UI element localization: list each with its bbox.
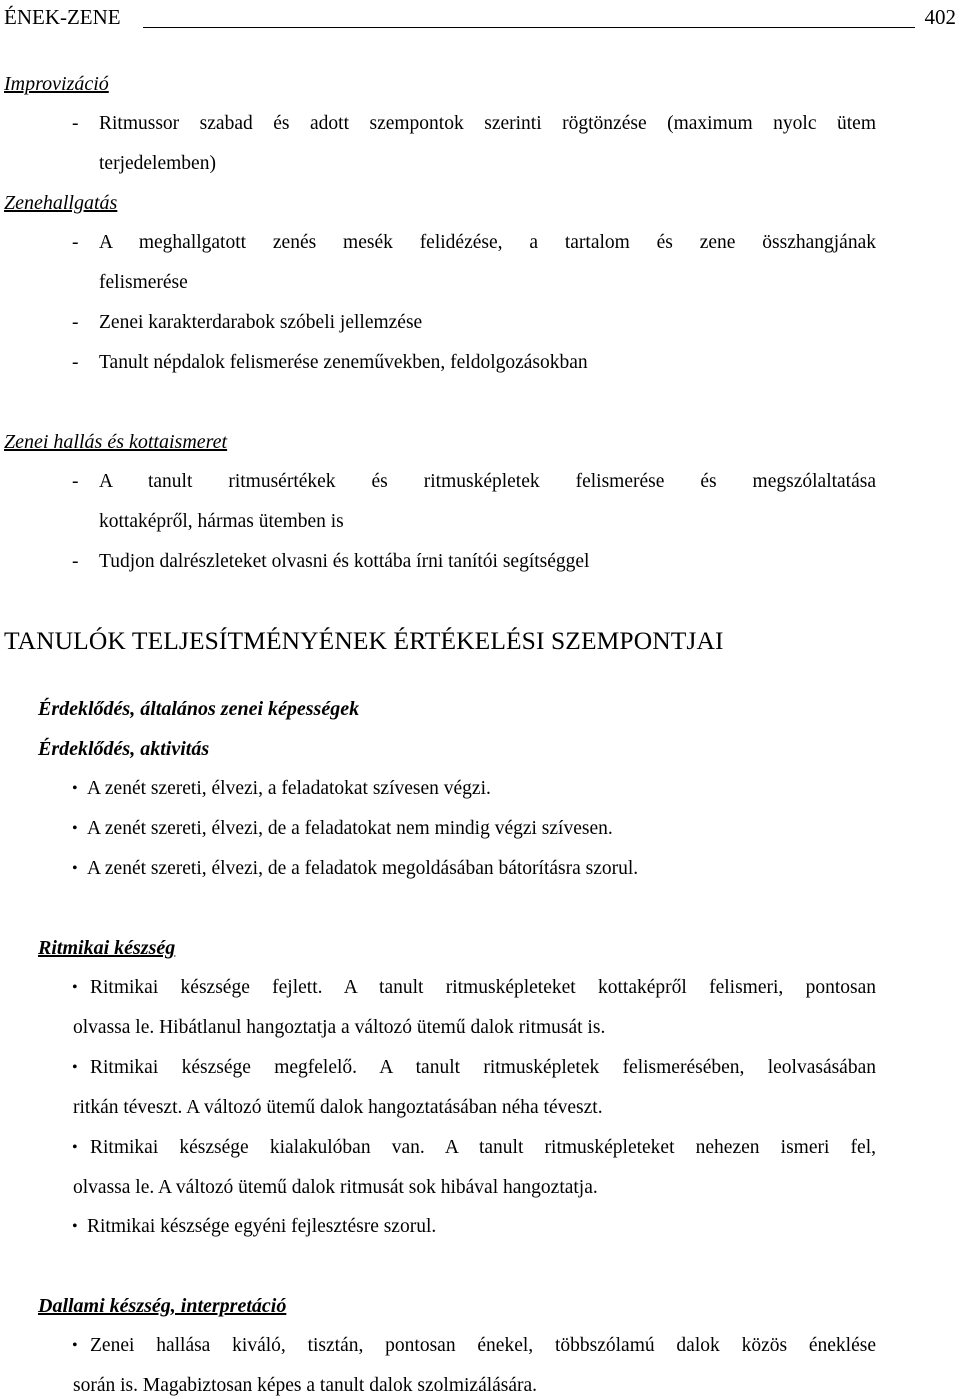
list-item-line: során is. Magabiztosan képes a tanult dalok szolmizálására.: [73, 1375, 538, 1396]
list-item-line: olvassa le. Hibátlanul hangoztatja a változó ütemű dalok ritmusát is.: [73, 1017, 606, 1038]
section-heading-improvizacio: Improvizáció: [4, 73, 109, 95]
bullet-icon: •: [72, 1059, 78, 1076]
list-item: A zenét szereti, élvezi, de a feladatokat nem mindig végzi szívesen.: [87, 818, 613, 839]
list-item-line: olvassa le. A változó ütemű dalok ritmusát sok hibával hangoztatja.: [73, 1177, 598, 1198]
dash-marker: -: [72, 113, 79, 134]
list-item-line: kottaképről, hármas ütemben is: [99, 511, 344, 532]
list-item-line: Zenei karakterdarabok szóbeli jellemzése: [99, 312, 423, 333]
page-title: TANULÓK TELJESÍTMÉNYÉNEK ÉRTÉKELÉSI SZEMPONTJAI: [4, 626, 724, 655]
list-item-line: Zenei hallása kiváló, tisztán, pontosan énekel, többszólamú dalok közös éneklése: [90, 1335, 876, 1356]
list-item-line: Tudjon dalrészleteket olvasni és kottába írni tanítói segítséggel: [99, 551, 590, 572]
bullet-icon: •: [72, 860, 78, 877]
list-item: A zenét szereti, élvezi, a feladatokat szívesen végzi.: [87, 778, 491, 799]
bullet-icon: •: [72, 1337, 78, 1354]
list-item-line: A tanult ritmusértékek és ritmusképletek felismerése és megszólaltatása: [99, 471, 876, 492]
list-item: A zenét szereti, élvezi, de a feladatok megoldásában bátorításra szorul.: [87, 858, 639, 879]
list-item-line: ritkán téveszt. A változó ütemű dalok hangoztatásában néha téveszt.: [73, 1097, 603, 1118]
list-item-line: Ritmikai készsége megfelelő. A tanult ritmusképletek felismerésében, leolvasásában: [90, 1057, 876, 1078]
list-item-line: terjedelemben): [99, 153, 216, 174]
list-item-line: felismerése: [99, 272, 188, 293]
bullet-icon: •: [72, 1139, 78, 1156]
dash-marker: -: [72, 352, 79, 373]
bullet-icon: •: [72, 780, 78, 797]
page-number: 402: [924, 5, 956, 29]
list-item-line: Ritmussor szabad és adott szempontok szerinti rögtönzése (maximum nyolc ütem: [99, 113, 876, 134]
list-item-line: Tanult népdalok felismerése zeneművekben, feldolgozásokban: [99, 352, 588, 373]
dash-marker: -: [72, 551, 79, 572]
list-item: Ritmikai készsége egyéni fejlesztésre szorul.: [87, 1216, 437, 1237]
subheading-dallami: Dallami készség, interpretáció: [38, 1295, 287, 1317]
bullet-icon: •: [72, 820, 78, 837]
list-item-line: Ritmikai készsége kialakulóban van. A tanult ritmusképleteket nehezen ismeri fel,: [90, 1137, 876, 1158]
header-rule: [143, 27, 915, 28]
dash-marker: -: [72, 312, 79, 333]
dash-marker: -: [72, 471, 79, 492]
list-item-line: Ritmikai készsége fejlett. A tanult ritmusképleteket kottaképről felismeri, pontosan: [90, 977, 876, 998]
section-heading-zenehallgatas: Zenehallgatás: [4, 192, 118, 214]
subheading-erdeklodes-aktivitas: Érdeklődés, aktivitás: [38, 738, 210, 760]
running-header-title: ÉNEK-ZENE: [4, 5, 121, 29]
subheading-ritmikai: Ritmikai készség: [38, 937, 176, 959]
section-heading-kottaismeret: Zenei hallás és kottaismeret: [4, 431, 228, 453]
dash-marker: -: [72, 232, 79, 253]
bullet-icon: •: [72, 979, 78, 996]
subheading-erdeklodes-kepessegek: Érdeklődés, általános zenei képességek: [38, 698, 360, 720]
bullet-icon: •: [72, 1218, 78, 1235]
list-item-line: A meghallgatott zenés mesék felidézése, a tartalom és zene összhangjának: [99, 232, 876, 253]
